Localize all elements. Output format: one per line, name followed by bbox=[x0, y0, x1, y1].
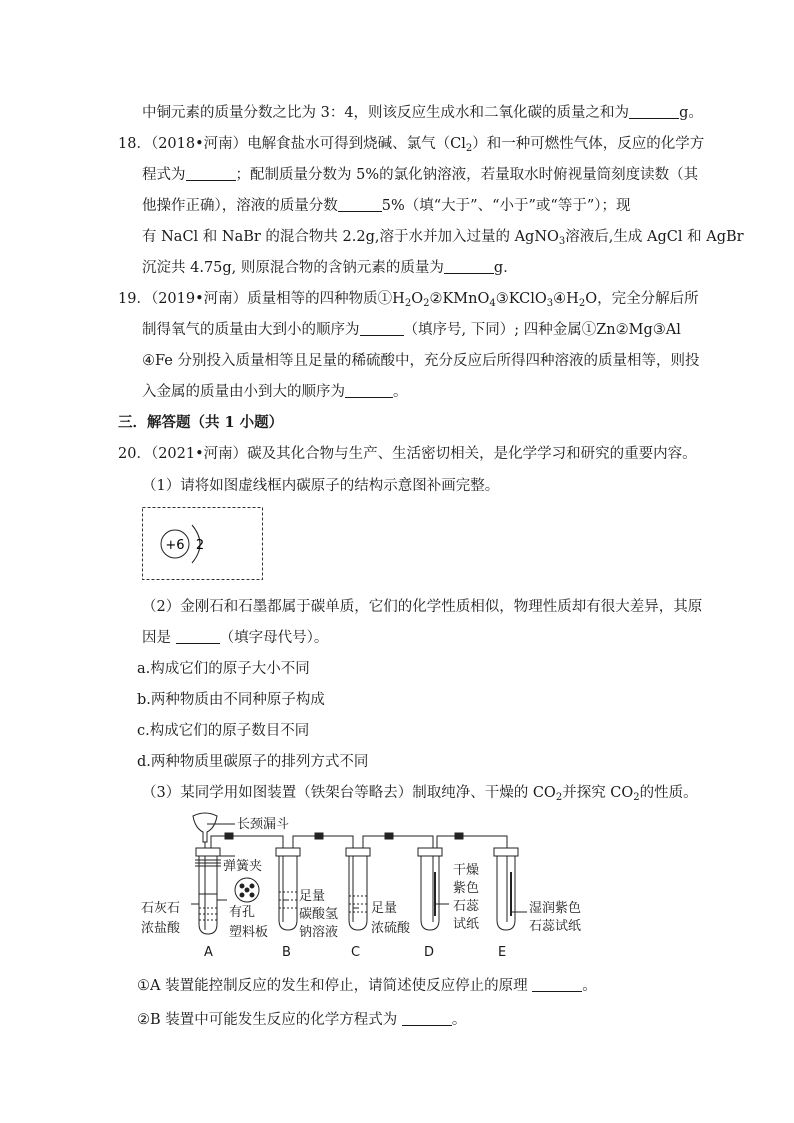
q20-part1: （1）请将如图虚线框内碳原子的结构示意图补画完整。 bbox=[142, 478, 500, 494]
label-c: C bbox=[351, 945, 361, 960]
answer-blank[interactable] bbox=[444, 259, 494, 274]
nucleus-label: +6 bbox=[165, 538, 185, 553]
tube-ab bbox=[211, 836, 283, 856]
answer-blank[interactable] bbox=[338, 197, 382, 212]
q20-part3: （3）某同学用如图装置（铁架台等略去）制取纯净、干燥的 $CO_2$并探究 $CO_2$的性质。 bbox=[142, 785, 698, 803]
answer-blank[interactable] bbox=[176, 629, 220, 644]
tube-a bbox=[199, 852, 217, 934]
carbon-atom-diagram bbox=[142, 507, 264, 581]
tube-d bbox=[421, 852, 439, 930]
label-d-1: 干燥 bbox=[453, 863, 480, 878]
label-hcl: 浓盐酸 bbox=[141, 921, 181, 936]
q20-part2-line2: 因是 （填字母代号）。 bbox=[142, 630, 329, 646]
label-e: E bbox=[498, 945, 507, 960]
tube-c bbox=[349, 852, 367, 930]
label-b: B bbox=[282, 945, 291, 960]
q20-sub1: ①A 装置能控制反应的发生和停止，请简述使反应停止的原理 。 bbox=[137, 978, 597, 994]
q20-sub2: ②B 装置中可能发生反应的化学方程式为 。 bbox=[137, 1012, 467, 1028]
option-a: a.构成它们的原子大小不同 bbox=[137, 661, 310, 677]
q20-part2-line1: （2）金刚石和石墨都属于碳单质，它们的化学性质相似，物理性质却有很大差异，其原 bbox=[142, 599, 703, 615]
label-board-1: 有孔 bbox=[229, 905, 256, 920]
shell-electron-count: 2 bbox=[195, 538, 205, 553]
label-d-3: 石蕊 bbox=[453, 899, 480, 914]
label-c-1: 足量 bbox=[371, 901, 398, 916]
label-e-1: 湿润紫色 bbox=[529, 901, 582, 916]
label-limestone: 石灰石 bbox=[141, 901, 181, 916]
q19-line-2: 制得氧气的质量由大到小的顺序为 （填序号, 下同）; 四种金属①Zn②Mg③Al bbox=[142, 322, 681, 338]
stopper-a bbox=[196, 848, 220, 856]
q19-line-3: ④Fe 分别投入质量相等且足量的稀硫酸中，充分反应后所得四种溶液的质量相等，则投 bbox=[142, 353, 700, 369]
answer-blank[interactable] bbox=[402, 1011, 452, 1026]
label-e-2: 石蕊试纸 bbox=[529, 919, 582, 934]
label-a: A bbox=[204, 945, 213, 960]
funnel-bowl bbox=[193, 813, 217, 842]
answer-blank[interactable] bbox=[532, 977, 582, 992]
q20-intro: 20．（2021•河南）碳及其化合物与生产、生活密切相关，是化学学习和研究的重要内容。 bbox=[118, 446, 697, 462]
label-b-2: 碳酸氢 bbox=[299, 907, 339, 922]
option-b: b.两种物质由不同种原子构成 bbox=[137, 692, 325, 708]
q18-line-5: 沉淀共 4.75g, 则原混合物的含钠元素的质量为 g． bbox=[142, 260, 518, 276]
answer-blank[interactable] bbox=[186, 166, 236, 181]
q19-line-1: 19．（2019•河南）质量相等的四种物质$①H_2O_2②KMnO_4③KClO_3④H_2O$，完全分解后所 bbox=[118, 291, 699, 309]
label-d-2: 紫色 bbox=[453, 881, 480, 896]
q18-line-3: 他操作正确），溶液的质量分数 5%（填“大于”、“小于”或“等于”）；现 bbox=[142, 198, 631, 214]
label-d-4: 试纸 bbox=[453, 917, 480, 932]
section-heading: 三．解答题（共 1 小题） bbox=[118, 414, 284, 431]
q19-line-4: 入金属的质量由小到大的顺序为 。 bbox=[142, 384, 408, 400]
answer-blank[interactable] bbox=[629, 104, 679, 119]
answer-blank[interactable] bbox=[360, 321, 404, 336]
label-c-2: 浓硫酸 bbox=[371, 921, 411, 936]
label-funnel: 长颈漏斗 bbox=[237, 817, 290, 832]
label-d: D bbox=[424, 945, 435, 960]
label-clamp: 弹簧夹 bbox=[223, 859, 263, 874]
q18-line-4: 有 NaCl 和 NaBr 的混合物共 2.2g,溶于水并加入过量的 AgNO$_3$溶液后,生成 AgCl 和 AgBr bbox=[142, 229, 744, 247]
tube-b bbox=[279, 852, 297, 930]
option-d: d.两种物质里碳原子的排列方式不同 bbox=[137, 754, 369, 770]
apparatus-diagram bbox=[135, 812, 605, 962]
spring-clamp bbox=[225, 833, 233, 839]
answer-blank[interactable] bbox=[345, 383, 393, 398]
q18-line-1: 18．（2018•河南）电解食盐水可得到烧碱、氯气$(Cl_2)$和一种可燃性气体，反应的化学方 bbox=[118, 136, 705, 154]
q17-tail-line: 中铜元素的质量分数之比为 3：4，则该反应生成水和二氧化碳的质量之和为 g。 bbox=[142, 105, 703, 121]
q18-line-2: 程式为 ；配制质量分数为 5%的氯化钠溶液，若量取水时俯视量筒刻度读数（其 bbox=[142, 167, 699, 183]
label-board-2: 塑料板 bbox=[229, 925, 269, 940]
label-b-3: 钠溶液 bbox=[299, 925, 339, 940]
label-b-1: 足量 bbox=[299, 889, 326, 904]
tube-e bbox=[497, 852, 515, 930]
option-c: c.构成它们的原子数目不同 bbox=[137, 723, 310, 739]
